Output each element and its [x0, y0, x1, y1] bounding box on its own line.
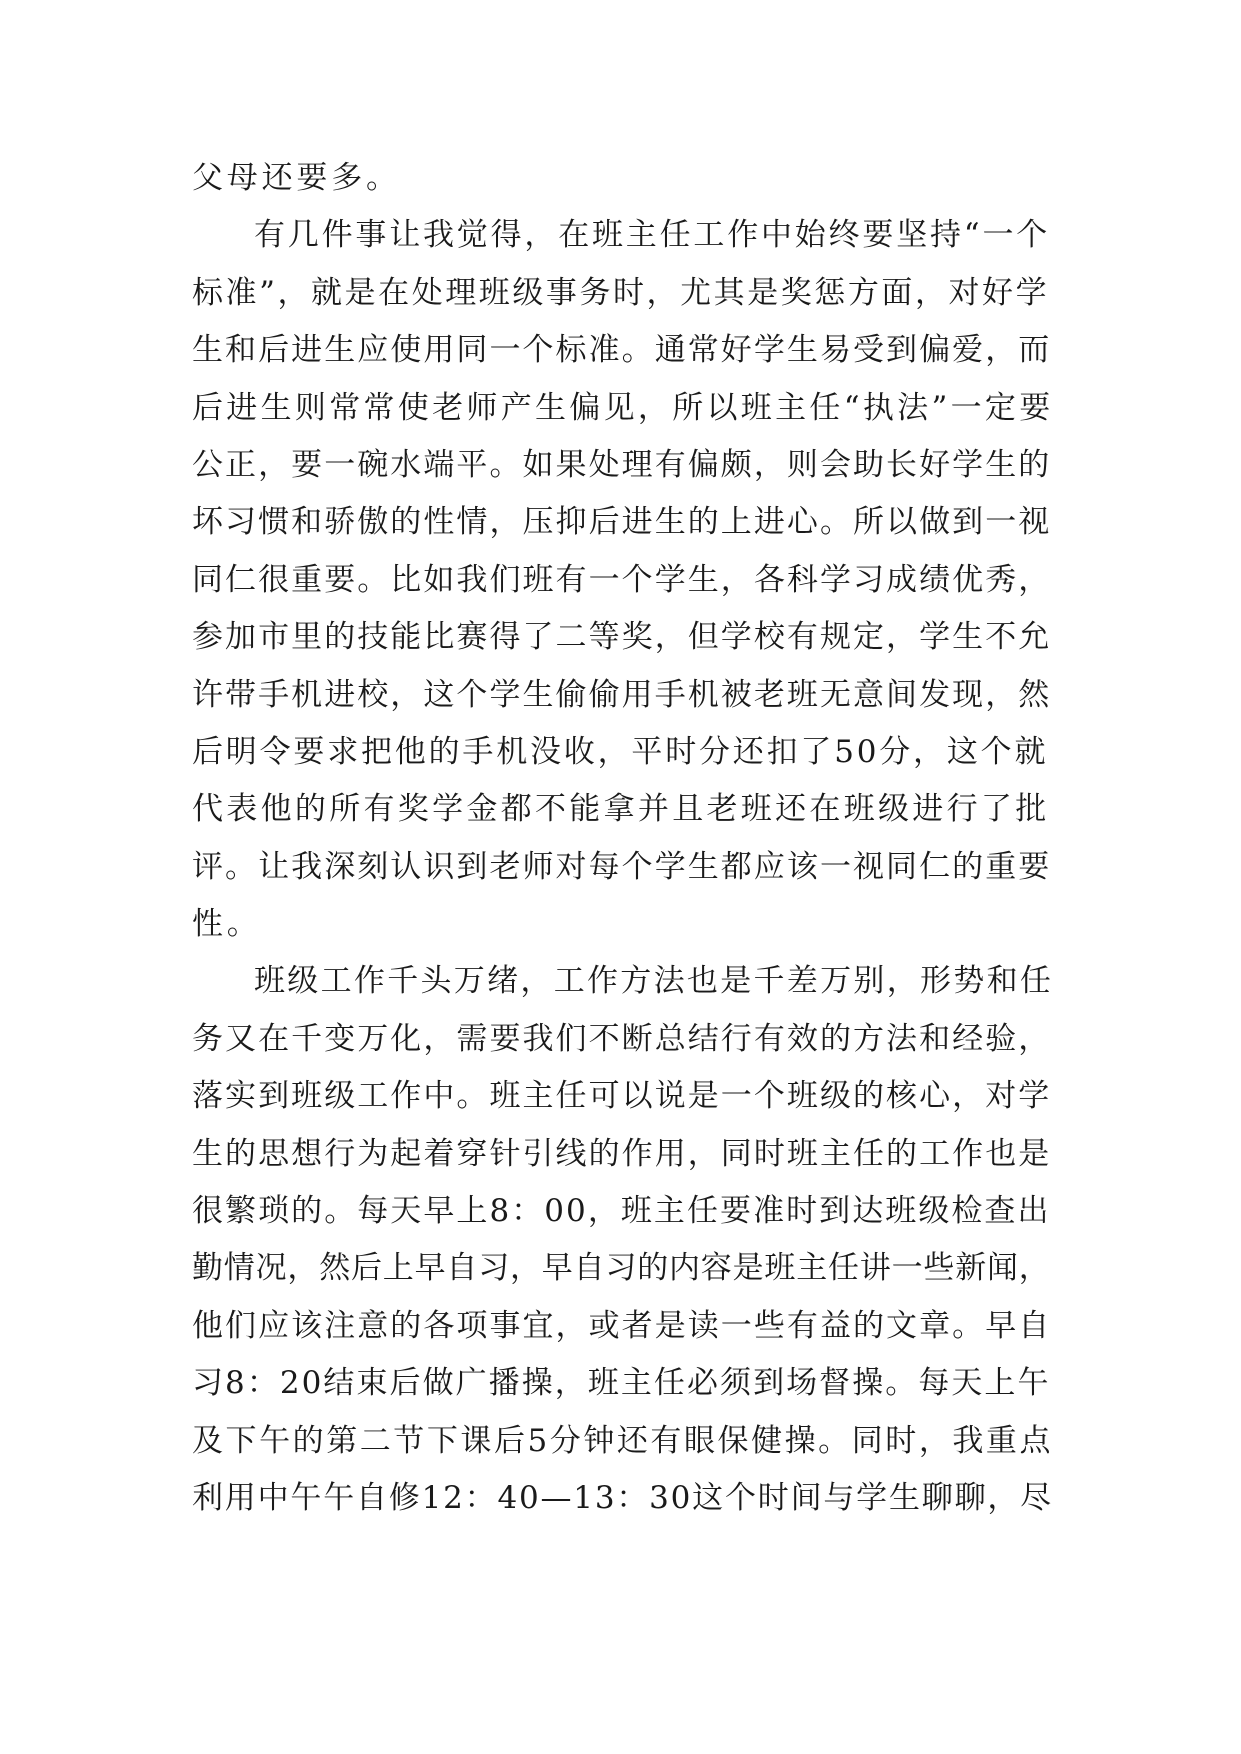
text-line: 后明令要求把他的手机没收，平时分还扣了50分，这个就: [192, 733, 1049, 770]
text-line: 后进生则常常使老师产生偏见，所以班主任“执法”一定要: [192, 389, 1054, 426]
text-line: 务又在千变万化，需要我们不断总结行有效的方法和经验，: [192, 1020, 1052, 1057]
text-line: 坏习惯和骄傲的性情，压抑后进生的上进心。所以做到一视: [192, 504, 1052, 541]
text-line: 标准”，就是在处理班级事务时，尤其是奖惩方面，对好学: [192, 274, 1050, 311]
text-line: 很繁琐的。每天早上8：00，班主任要准时到达班级检查出: [192, 1193, 1051, 1230]
text-line: 父母还要多。: [192, 160, 401, 196]
text-line: 习8：20结束后做广播操，班主任必须到场督操。每天上午: [192, 1365, 1051, 1402]
text-line: 利用中午午自修12：40—13：30这个时间与学生聊聊，尽: [192, 1479, 1053, 1516]
text-line: 许带手机进校，这个学生偷偷用手机被老班无意间发现，然: [192, 676, 1052, 713]
text-line: 他们应该注意的各项事宜，或者是读一些有益的文章。早自: [192, 1307, 1052, 1344]
text-line: 落实到班级工作中。班主任可以说是一个班级的核心，对学: [192, 1078, 1052, 1115]
text-line: 生和后进生应使用同一个标准。通常好学生易受到偏爱，而: [192, 332, 1052, 369]
text-line: 勤情况，然后上早自习，早自习的内容是班主任讲一些新闻，: [192, 1250, 1051, 1287]
body-text: [192, 150, 1054, 1527]
text-line: 及下午的第二节下课后5分钟还有眼保健操。同时，我重点: [192, 1422, 1054, 1459]
text-line: 公正，要一碗水端平。如果处理有偏颇，则会助长好学生的: [192, 446, 1052, 483]
text-line: 参加市里的技能比赛得了二等奖，但学校有规定，学生不允: [192, 619, 1052, 656]
text-line: 评。让我深刻认识到老师对每个学生都应该一视同仁的重要: [192, 848, 1052, 885]
paragraph-start-line: 有几件事让我觉得，在班主任工作中始终要坚持“一个: [254, 217, 1051, 254]
text-line: 同仁很重要。比如我们班有一个学生，各科学习成绩优秀，: [192, 561, 1052, 598]
text-line: 代表他的所有奖学金都不能拿并且老班还在班级进行了批: [192, 791, 1050, 828]
text-line: 性。: [192, 906, 262, 943]
text-line: 生的思想行为起着穿针引线的作用，同时班主任的工作也是: [192, 1135, 1052, 1172]
paragraph-start-line: 班级工作千头万绪，工作方法也是千差万别，形势和任: [254, 963, 1054, 1000]
